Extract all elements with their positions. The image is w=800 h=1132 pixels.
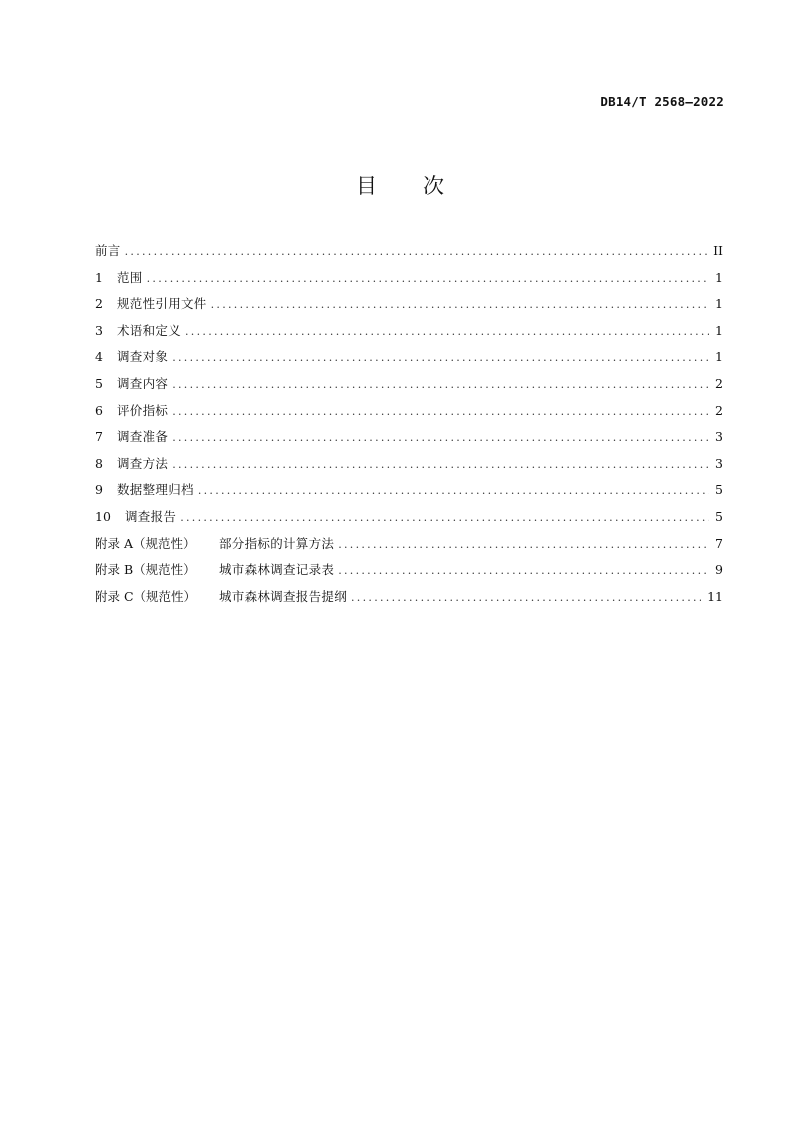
toc-leader-dots (185, 322, 709, 342)
title-char-1: 目 (356, 174, 377, 198)
toc-entry-number: 8 (95, 455, 103, 471)
toc-entry-10[interactable] (95, 507, 723, 534)
toc-page-number: 2 (715, 375, 723, 391)
toc-leader-dots (211, 295, 709, 315)
toc-appendix-b[interactable] (95, 560, 723, 587)
toc-leader-dots (172, 455, 709, 475)
toc-page-number: 1 (715, 296, 723, 312)
toc-entry-label: 调查准备 (117, 429, 169, 445)
toc-entry-label: 城市森林调查报告提纲 (219, 588, 348, 604)
toc-entry-number: 3 (95, 322, 103, 338)
toc-page-number: 1 (715, 349, 723, 365)
toc-entry-label: 调查内容 (117, 375, 169, 391)
toc-entry-label: 数据整理归档 (117, 482, 194, 498)
toc-entry-number: 10 (95, 508, 111, 524)
toc-page-number: 7 (715, 535, 723, 551)
toc-page-number: II (713, 243, 723, 258)
toc-entry-number: 6 (95, 402, 103, 418)
toc-leader-dots (125, 242, 708, 262)
toc-leader-dots (147, 269, 709, 289)
toc-entry-number: 5 (95, 375, 103, 391)
toc-leader-dots (198, 481, 709, 501)
toc-entry-label: 评价指标 (117, 402, 169, 418)
toc-entry-label: 调查方法 (117, 455, 169, 471)
toc-entry-7[interactable] (95, 427, 723, 454)
toc-entry-label: 规范性引用文件 (117, 296, 207, 312)
toc-page-number: 5 (715, 508, 723, 524)
toc-page-number: 1 (715, 269, 723, 285)
toc-entry-number: 9 (95, 482, 103, 498)
toc-entry-label: 前言 (95, 243, 121, 258)
toc-page-number: 9 (715, 562, 723, 578)
toc-page-number: 5 (715, 482, 723, 498)
toc-entry-label: 城市森林调查记录表 (219, 562, 335, 578)
toc-entry-label: 范围 (117, 269, 143, 285)
toc-entry-number: 2 (95, 296, 103, 312)
toc-leader-dots (338, 561, 709, 581)
toc-entry-label: 调查报告 (125, 508, 177, 524)
toc-entry-2[interactable] (95, 294, 723, 321)
toc-leader-dots (338, 535, 709, 555)
toc-entry-label: 部分指标的计算方法 (219, 535, 335, 551)
toc-appendix-prefix: 附录 B（规范性） (95, 562, 196, 578)
toc-page-number: 3 (715, 455, 723, 471)
toc-entry-6[interactable] (95, 401, 723, 428)
toc-page-number: 11 (707, 588, 723, 604)
toc-entry-3[interactable] (95, 321, 723, 348)
toc-entry-number: 4 (95, 349, 103, 365)
toc-appendix-prefix: 附录 C（规范性） (95, 588, 197, 604)
toc-entry-8[interactable] (95, 454, 723, 481)
toc-appendix-a[interactable] (95, 534, 723, 561)
toc-entry-label: 术语和定义 (117, 322, 182, 338)
toc-entry-foreword[interactable] (95, 241, 723, 268)
toc-leader-dots (172, 348, 709, 368)
toc-leader-dots (172, 375, 709, 395)
toc-leader-dots (180, 508, 709, 528)
toc-appendix-prefix: 附录 A（规范性） (95, 535, 196, 551)
page-title (0, 170, 800, 200)
toc-entry-4[interactable] (95, 347, 723, 374)
toc-leader-dots (172, 402, 709, 422)
toc-entry-number: 7 (95, 429, 103, 445)
toc-appendix-c[interactable] (95, 587, 723, 614)
toc-entry-5[interactable] (95, 374, 723, 401)
title-char-2: 次 (423, 174, 444, 198)
toc-page-number: 3 (715, 429, 723, 445)
toc-entry-number: 1 (95, 269, 103, 285)
toc-entry-1[interactable] (95, 268, 723, 295)
toc-leader-dots (172, 428, 709, 448)
toc-entry-label: 调查对象 (117, 349, 169, 365)
document-code: DB14/T 2568—2022 (600, 94, 724, 109)
toc-page-number: 2 (715, 402, 723, 418)
toc-leader-dots (351, 588, 701, 608)
toc-page-number: 1 (715, 322, 723, 338)
table-of-contents (95, 241, 723, 613)
toc-entry-9[interactable] (95, 480, 723, 507)
